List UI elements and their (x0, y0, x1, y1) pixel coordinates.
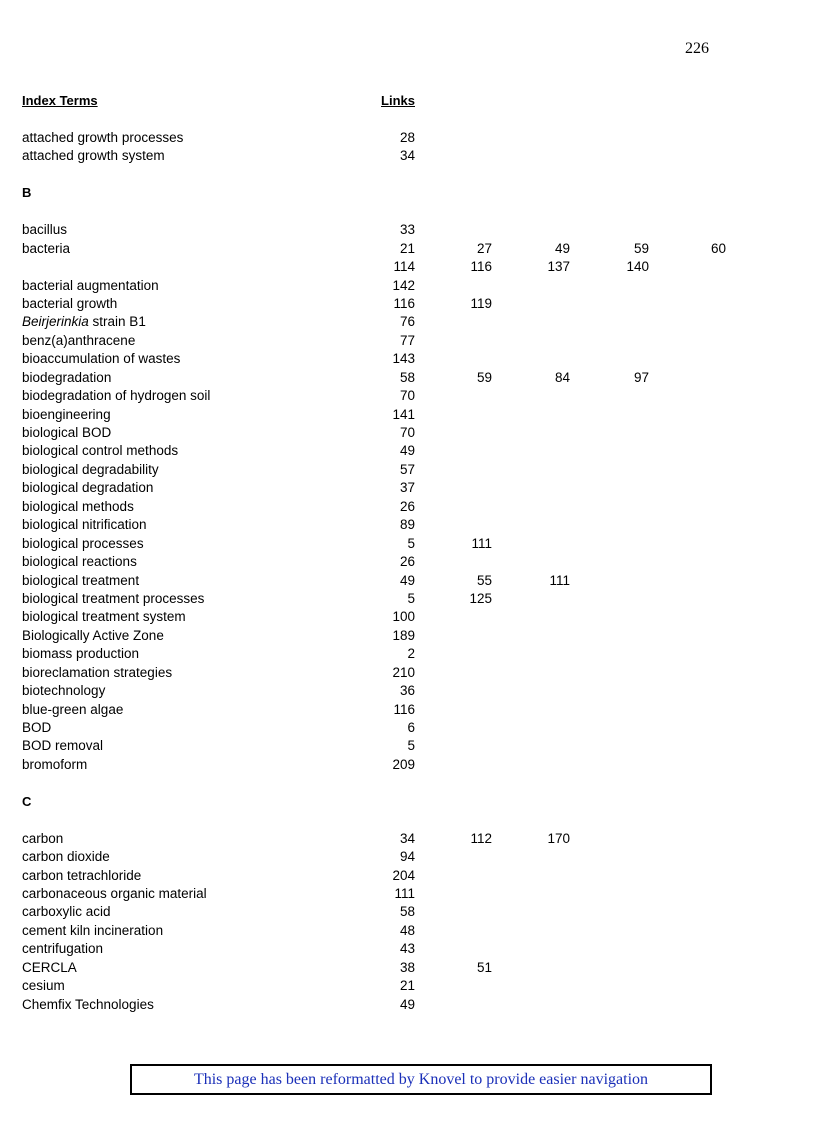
index-term (22, 719, 51, 737)
page-link[interactable]: 100 (392, 609, 415, 625)
index-term-text: biological methods (22, 498, 134, 514)
index-term-text: carbon tetrachloride (22, 867, 142, 883)
index-entry (22, 535, 782, 553)
index-entry (22, 295, 782, 313)
page-link[interactable]: 114 (393, 259, 415, 275)
index-continuation (22, 811, 782, 829)
index-term-text: Biologically Active Zone (22, 627, 164, 643)
index-term (22, 664, 172, 682)
index-term-text: biological treatment system (22, 609, 186, 625)
index-term-text: biological treatment (22, 572, 140, 588)
index-term-text: biotechnology (22, 683, 106, 699)
index-term (22, 184, 31, 202)
index-term-text: biomass production (22, 646, 140, 662)
page-link[interactable]: 34 (399, 148, 415, 164)
index-term (22, 424, 111, 442)
page-link[interactable]: 34 (399, 830, 415, 846)
index-entry (22, 756, 782, 774)
index-term (22, 240, 70, 258)
index-entry (22, 129, 782, 147)
page-link[interactable]: 137 (547, 259, 570, 275)
index-entry (22, 277, 782, 295)
page-link[interactable]: 94 (399, 849, 415, 865)
index-entry (22, 940, 782, 958)
page-link[interactable]: 116 (393, 701, 415, 717)
page-link[interactable]: 27 (476, 240, 492, 256)
index-entry (22, 608, 782, 626)
page-link[interactable]: 6 (407, 720, 415, 735)
page-link[interactable]: 116 (470, 259, 492, 275)
page-number: 226 (685, 40, 709, 57)
page-link[interactable]: 111 (549, 572, 570, 588)
index-term (22, 867, 141, 885)
index-entry (22, 498, 782, 516)
page-link[interactable]: 111 (471, 535, 492, 551)
page-link[interactable]: 141 (392, 406, 415, 422)
index-entry (22, 516, 782, 534)
index-entry (22, 701, 782, 719)
page-link[interactable]: 210 (392, 664, 415, 680)
index-entry (22, 719, 782, 737)
index-term (22, 313, 146, 331)
page-link[interactable]: 59 (633, 240, 649, 256)
index-entry (22, 406, 782, 424)
index-term-text: biological treatment processes (22, 590, 205, 606)
index-term (22, 572, 139, 590)
index-term-text: cement kiln incineration (22, 922, 164, 938)
page-link[interactable]: 26 (399, 498, 415, 514)
index-term (22, 406, 111, 424)
index-term (22, 977, 65, 995)
index-term (22, 516, 147, 534)
index-term (22, 701, 123, 719)
index-entry (22, 848, 782, 866)
page-link[interactable]: 57 (399, 461, 415, 477)
index-entry (22, 959, 782, 977)
page-link[interactable]: 49 (399, 572, 415, 588)
page-link[interactable]: 2 (407, 646, 415, 662)
page-link[interactable]: 125 (469, 590, 492, 606)
page-link[interactable]: 55 (476, 572, 492, 588)
index-term-text: carboxylic acid (22, 904, 111, 920)
page-link[interactable]: 5 (407, 535, 415, 551)
index-entry (22, 977, 782, 995)
knovel-notice[interactable]: This page has been reformatted by Knovel to provide easier navigation (130, 1064, 712, 1095)
index-entry (22, 240, 782, 258)
page-link[interactable]: 36 (399, 683, 415, 699)
page-link[interactable]: 209 (392, 756, 415, 772)
index-entry (22, 424, 782, 442)
index-term (22, 608, 186, 626)
index-entry (22, 885, 782, 903)
section-letter (22, 184, 782, 202)
index-term (22, 903, 111, 921)
page-link[interactable]: 89 (399, 517, 415, 533)
index-terms-header: Index Terms (22, 93, 98, 108)
index-term-text: CERCLA (22, 959, 77, 975)
index-term-text: carbonaceous organic material (22, 885, 207, 901)
index-term (22, 830, 63, 848)
page-link[interactable]: 111 (394, 885, 415, 901)
index-entry (22, 572, 782, 590)
page-link[interactable]: 84 (554, 369, 570, 385)
page-link[interactable]: 97 (633, 369, 649, 385)
index-entry (22, 645, 782, 663)
index-entry (22, 996, 782, 1014)
index-term-text: biological BOD (22, 425, 112, 440)
index-term (22, 350, 180, 368)
index-term-text: bioaccumulation of wastes (22, 351, 181, 367)
index-term (22, 645, 139, 663)
index-term-text: strain B1 (92, 314, 146, 330)
page-link[interactable]: 59 (476, 369, 492, 385)
index-entry (22, 332, 782, 350)
page-link[interactable]: 170 (547, 830, 570, 846)
page-link[interactable]: 21 (399, 978, 415, 994)
index-entry (22, 350, 782, 368)
index-entry (22, 590, 782, 608)
page-link[interactable]: 76 (399, 314, 415, 330)
index-term (22, 498, 134, 516)
index-term-text: bacterial augmentation (22, 277, 159, 293)
section-letter (22, 793, 782, 811)
index-term (22, 277, 159, 295)
index-continuation (22, 166, 782, 184)
page-link[interactable]: 26 (399, 554, 415, 570)
index-term-text: C (22, 793, 32, 809)
page-link[interactable]: 204 (392, 867, 415, 883)
index-term (22, 737, 103, 755)
index-term (22, 682, 105, 700)
page-link[interactable]: 51 (476, 959, 492, 975)
index-entry (22, 313, 782, 331)
page-link[interactable]: 38 (399, 959, 415, 975)
index-term (22, 387, 210, 405)
page-link[interactable]: 143 (392, 351, 415, 367)
index-entry (22, 369, 782, 387)
index-term-text: biodegradation (22, 369, 112, 385)
index-term-text: carbon (22, 830, 64, 846)
index-term-text: carbon dioxide (22, 849, 110, 865)
index-continuation (22, 258, 782, 276)
page-link[interactable]: 5 (407, 590, 415, 606)
page-link[interactable]: 116 (393, 295, 415, 311)
index-entry (22, 479, 782, 497)
index-term-text: biological reactions (22, 554, 137, 570)
index-term-text: bacterial growth (22, 295, 118, 311)
index-term-text: centrifugation (22, 941, 104, 957)
index-term (22, 221, 67, 239)
index-term (22, 996, 154, 1014)
index-list (22, 129, 782, 1014)
index-entry (22, 461, 782, 479)
page-link[interactable]: 33 (399, 222, 415, 238)
index-term (22, 442, 178, 460)
page-link[interactable]: 77 (399, 332, 415, 348)
page-link[interactable]: 119 (470, 295, 492, 311)
index-term (22, 147, 165, 165)
index-term (22, 627, 164, 645)
index-term-text: bioreclamation strategies (22, 664, 173, 680)
page-link[interactable]: 48 (399, 922, 415, 938)
index-term-text: bacillus (22, 222, 68, 238)
index-term-text: biological control methods (22, 443, 179, 459)
index-entry (22, 627, 782, 645)
index-entry (22, 867, 782, 885)
index-term-text: biological nitrification (22, 517, 147, 533)
page-link[interactable]: 140 (626, 259, 649, 275)
page-link[interactable]: 43 (399, 941, 415, 957)
index-entry (22, 737, 782, 755)
index-term-text: BOD (22, 720, 52, 735)
page-link[interactable]: 49 (399, 443, 415, 459)
index-term-text: cesium (22, 978, 65, 994)
index-term (22, 848, 110, 866)
page-link[interactable]: 70 (399, 425, 415, 440)
index-term-text: bioengineering (22, 406, 111, 422)
index-entry (22, 553, 782, 571)
page-link[interactable]: 112 (470, 830, 492, 846)
index-term (22, 940, 103, 958)
page-link[interactable]: 70 (399, 388, 415, 404)
index-term-text: attached growth processes (22, 130, 184, 145)
index-term (22, 793, 31, 811)
index-term (22, 129, 183, 147)
index-term-text: biodegradation of hydrogen soil (22, 388, 211, 404)
index-term (22, 535, 144, 553)
index-term-text: bacteria (22, 240, 71, 256)
index-entry (22, 664, 782, 682)
page-link[interactable]: 189 (392, 627, 415, 643)
index-term (22, 922, 163, 940)
index-entry (22, 830, 782, 848)
index-term-text: Chemfix Technologies (22, 996, 154, 1012)
index-term (22, 295, 117, 313)
page-link[interactable]: 37 (399, 480, 415, 496)
index-term (22, 369, 111, 387)
index-term-text: B (22, 185, 32, 201)
index-term-text: bromoform (22, 756, 88, 772)
index-term (22, 590, 204, 608)
page-link[interactable]: 21 (399, 240, 415, 256)
index-term-text: biological processes (22, 535, 144, 551)
index-term (22, 959, 77, 977)
page-link[interactable]: 58 (399, 904, 415, 920)
index-entry (22, 903, 782, 921)
index-continuation (22, 203, 782, 221)
index-term-text: biological degradation (22, 480, 154, 496)
index-term (22, 332, 135, 350)
page-link[interactable]: 49 (554, 240, 570, 256)
index-entry (22, 682, 782, 700)
page-link[interactable]: 142 (392, 277, 415, 293)
index-entry (22, 387, 782, 405)
index-term (22, 756, 87, 774)
page-link[interactable]: 49 (399, 996, 415, 1012)
index-continuation (22, 774, 782, 792)
index-term-text: benz(a)anthracene (22, 332, 136, 348)
index-term-italic: Beirjerinkia (22, 314, 89, 330)
index-term (22, 461, 159, 479)
links-header: Links (381, 93, 415, 108)
index-term-text: BOD removal (22, 738, 104, 754)
index-term-text: attached growth system (22, 148, 165, 164)
page-link[interactable]: 58 (399, 369, 415, 385)
index-entry (22, 922, 782, 940)
index-term (22, 553, 137, 571)
index-term-text: blue-green algae (22, 701, 124, 717)
index-entry (22, 221, 782, 239)
index-entry (22, 147, 782, 165)
index-entry (22, 442, 782, 460)
page-link[interactable]: 5 (407, 738, 415, 754)
index-term-text: biological degradability (22, 461, 159, 477)
page-link[interactable]: 28 (399, 130, 415, 145)
index-term (22, 885, 207, 903)
page-link[interactable]: 60 (710, 240, 726, 256)
index-term (22, 479, 153, 497)
